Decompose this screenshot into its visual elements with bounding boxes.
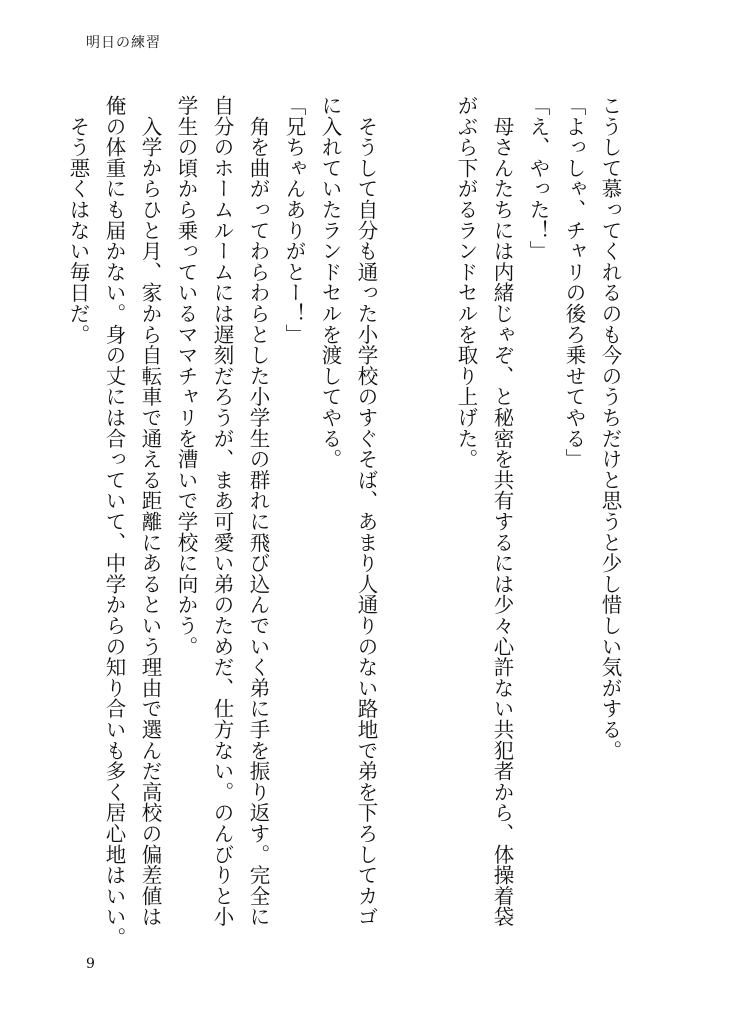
text-line: 「よっしゃ、チャリの後ろ乗せてやる」 [562, 95, 586, 470]
text-line: 自分のホームルームには遅刻だろうが、まあ可愛い弟のためだ、仕方ない。のんびりと小 [210, 95, 234, 927]
text-line: がぶら下がるランドセルを取り上げた。 [454, 95, 478, 470]
text-line: に入れていたランドセルを渡してやる。 [318, 95, 342, 470]
text-line: そうして自分も通った小学校のすぐそば、あまり人通りのない路地で弟を下ろしてカゴ [354, 95, 378, 927]
body-text [60, 95, 628, 948]
running-header: 明日の練習 [86, 35, 161, 51]
text-line: 俺の体重にも届かない。身の丈には合っていて、中学からの知り合いも多く居心地はいい。 [102, 95, 126, 948]
text-line: 角を曲がってわらわらとした小学生の群れに飛び込んでいく弟に手を振り返す。完全に [246, 95, 270, 927]
page-number: 9 [86, 956, 95, 972]
text-line: 学生の頃から乗っているママチャリを漕いで学校に向かう。 [174, 95, 198, 657]
text-line: 入学からひと月、家から自転車で通える距離にあるという理由で選んだ高校の偏差値は [138, 95, 162, 927]
text-line: こうして慕ってくれるのも今のうちだけと思うと少し惜しい気がする。 [598, 95, 622, 761]
scene-break [384, 95, 448, 935]
text-line: 「兄ちゃんありがとー！」 [282, 95, 306, 345]
text-line: そう悪くはない毎日だ。 [66, 95, 90, 345]
text-line: 母さんたちには内緒じゃぞ、と秘密を共有するには少々心許ない共犯者から、体操着袋 [490, 95, 514, 927]
text-line: 「え、やった！」 [526, 95, 550, 262]
